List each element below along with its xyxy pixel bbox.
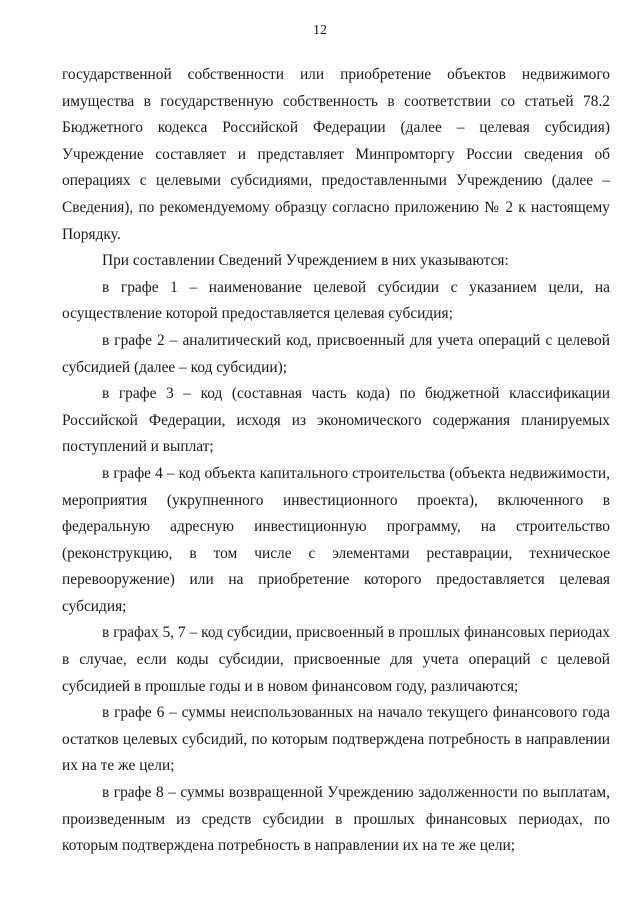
paragraph-column-8: в графе 8 – суммы возвращенной Учреждению задолженности по выплатам, произведенным из средств субсидии в прошлых финансовых периодах, по которым подтверждена потребность в направлении их на те же цели;: [62, 784, 610, 855]
document-body: [62, 62, 610, 860]
paragraph-column-3: в графе 3 – код (составная часть кода) по бюджетной классификации Российской Федерации, исходя из экономического содержания планируемых поступлений и выплат;: [62, 385, 610, 456]
page-number: 12: [313, 23, 327, 38]
paragraph-column-6: в графе 6 – суммы неиспользованных на начало текущего финансового года остатков целевых субсидий, по которым подтверждена потребность в направлении их на те же цели;: [62, 704, 610, 775]
paragraph-column-1: в графе 1 – наименование целевой субсидии с указанием цели, на осуществление которой предоставляется целевая субсидия;: [62, 278, 610, 323]
paragraph-columns-5-7: в графах 5, 7 – код субсидии, присвоенный в прошлых финансовых периодах в случае, если коды субсидии, присвоенные для учета операций с целевой субсидией в прошлые годы и в новом финансовом году, различаются;: [62, 624, 610, 695]
paragraph-column-2: в графе 2 – аналитический код, присвоенный для учета операций с целевой субсидией (далее – код субсидии);: [62, 331, 610, 376]
paragraph-continuation: государственной собственности или приобретение объектов недвижимого имущества в государственную собственность в соответствии со статьей 78.2 Бюджетного кодекса Российской Федерации (далее – целевая субсидия) Учреждение составляет и представляет Минпромторгу России сведения об операциях с целевыми субсидиями, предоставленными Учреждению (далее – Сведения), по рекомендуемому образцу согласно приложению № 2 к настоящему Порядку.: [62, 66, 610, 243]
paragraph-intro: При составлении Сведений Учреждением в них указываются:: [102, 252, 509, 270]
paragraph-column-4: в графе 4 – код объекта капитального строительства (объекта недвижимости, мероприятия (укрупненного инвестиционного проекта), включенного в федеральную адресную инвестиционную программу, на строительство (реконструкцию, в том числе с элементами реставрации, техническое перевооружение) или на приобретение которого предоставляется целевая субсидия;: [62, 464, 610, 615]
